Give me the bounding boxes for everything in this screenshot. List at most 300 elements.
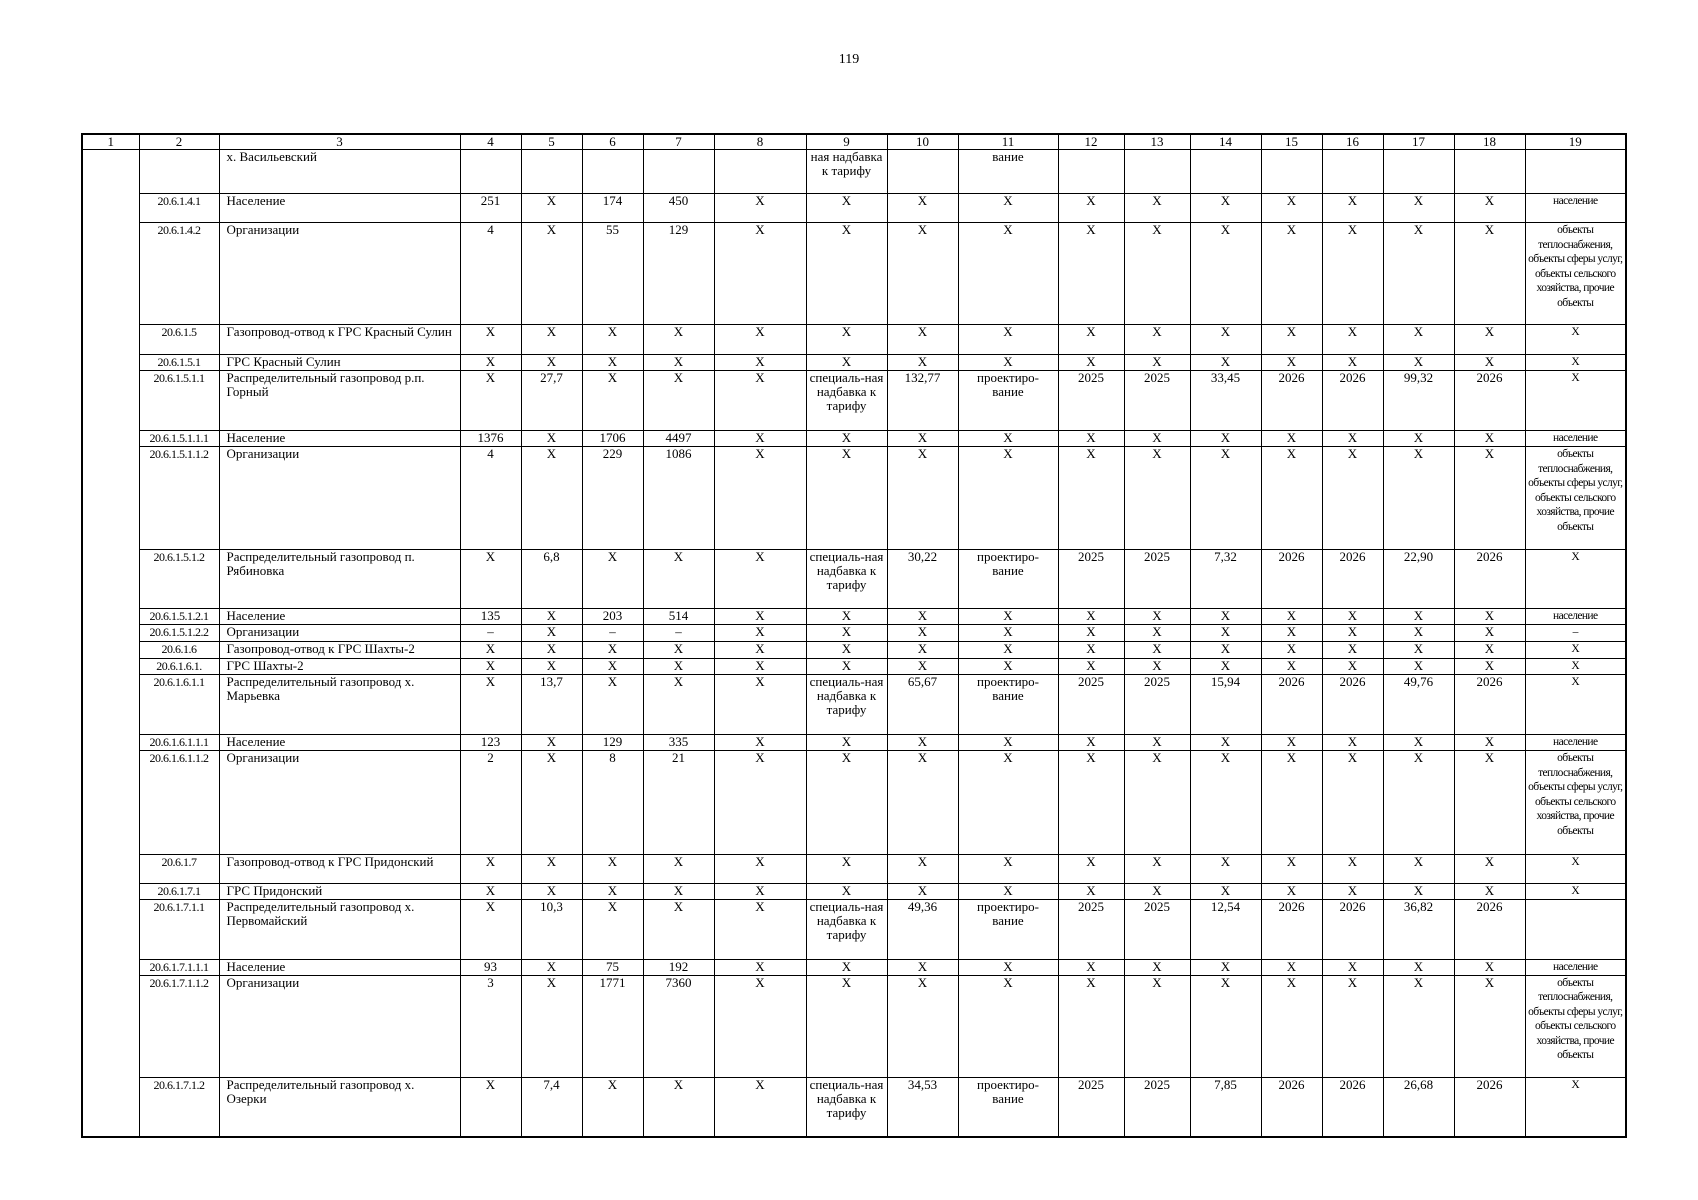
cell-col-8: Х <box>714 735 806 751</box>
cell-col-7: 450 <box>643 194 714 223</box>
cell-col-1 <box>82 150 139 1138</box>
header-cell-9: 9 <box>806 134 887 150</box>
cell-col-17: Х <box>1383 609 1454 625</box>
cell-col-5: Х <box>521 325 582 355</box>
cell-col-9: Х <box>806 659 887 675</box>
cell-col-12: 2025 <box>1058 1077 1124 1137</box>
cell-col-9: Х <box>806 642 887 659</box>
cell-col-13: Х <box>1124 959 1190 975</box>
cell-col-8: Х <box>714 371 806 431</box>
cell-col-10: 65,67 <box>887 675 958 735</box>
cell-col-15: Х <box>1261 659 1322 675</box>
cell-col-3: Организации <box>219 975 460 1077</box>
table-row <box>82 355 1626 371</box>
cell-col-9: Х <box>806 884 887 900</box>
cell-col-9: специаль-ная надбавка к тарифу <box>806 899 887 959</box>
cell-col-6: 1771 <box>582 975 643 1077</box>
cell-col-15: Х <box>1261 447 1322 550</box>
cell-col-2: 20.6.1.7.1.1 <box>139 899 219 959</box>
cell-col-13: Х <box>1124 735 1190 751</box>
cell-col-12: Х <box>1058 447 1124 550</box>
cell-col-5: 27,7 <box>521 371 582 431</box>
cell-col-18: Х <box>1454 735 1525 751</box>
cell-col-16: Х <box>1322 959 1383 975</box>
header-cell-2: 2 <box>139 134 219 150</box>
cell-col-16: Х <box>1322 355 1383 371</box>
cell-col-8: Х <box>714 659 806 675</box>
cell-col-11: проектиро-вание <box>958 1077 1058 1137</box>
cell-col-6: 129 <box>582 735 643 751</box>
cell-col-16: Х <box>1322 447 1383 550</box>
cell-col-11: проектиро-вание <box>958 675 1058 735</box>
cell-col-19: объекты теплоснабжения, объекты сферы услуг, объекты сельского хозяйства, прочие объекты <box>1525 975 1626 1077</box>
header-row <box>82 134 1626 150</box>
table-row <box>82 735 1626 751</box>
cell-col-11: Х <box>958 659 1058 675</box>
cell-col-5: Х <box>521 223 582 325</box>
cell-col-7: Х <box>643 371 714 431</box>
cell-col-15: Х <box>1261 975 1322 1077</box>
cell-col-3: х. Васильевский <box>219 150 460 194</box>
cell-col-18: 2026 <box>1454 550 1525 609</box>
header-cell-5: 5 <box>521 134 582 150</box>
cell-col-8: Х <box>714 355 806 371</box>
cell-col-11: Х <box>958 642 1058 659</box>
cell-col-19: население <box>1525 431 1626 447</box>
cell-col-2: 20.6.1.6.1.1.1 <box>139 735 219 751</box>
cell-col-19: Х <box>1525 659 1626 675</box>
cell-col-15: 2026 <box>1261 899 1322 959</box>
cell-col-9: Х <box>806 431 887 447</box>
cell-col-8: Х <box>714 855 806 884</box>
cell-col-12: Х <box>1058 642 1124 659</box>
cell-col-6 <box>582 150 643 194</box>
cell-col-5: Х <box>521 659 582 675</box>
cell-col-4: Х <box>460 675 521 735</box>
table-row <box>82 675 1626 735</box>
table-row <box>82 325 1626 355</box>
cell-col-7 <box>643 150 714 194</box>
cell-col-14: Х <box>1190 642 1261 659</box>
cell-col-18: 2026 <box>1454 371 1525 431</box>
cell-col-13: Х <box>1124 855 1190 884</box>
cell-col-12: Х <box>1058 751 1124 855</box>
cell-col-16: Х <box>1322 659 1383 675</box>
cell-col-4: 4 <box>460 447 521 550</box>
table-row <box>82 855 1626 884</box>
cell-col-6: Х <box>582 371 643 431</box>
cell-col-19: объекты теплоснабжения, объекты сферы услуг, объекты сельского хозяйства, прочие объекты <box>1525 751 1626 855</box>
cell-col-15: Х <box>1261 223 1322 325</box>
table-row <box>82 751 1626 855</box>
cell-col-9: Х <box>806 447 887 550</box>
cell-col-16: Х <box>1322 609 1383 625</box>
cell-col-13: Х <box>1124 223 1190 325</box>
cell-col-2: 20.6.1.5 <box>139 325 219 355</box>
cell-col-16: Х <box>1322 223 1383 325</box>
cell-col-15: Х <box>1261 884 1322 900</box>
cell-col-15: 2026 <box>1261 550 1322 609</box>
cell-col-9: Х <box>806 223 887 325</box>
cell-col-11: Х <box>958 625 1058 642</box>
cell-col-19: население <box>1525 735 1626 751</box>
cell-col-17: Х <box>1383 642 1454 659</box>
cell-col-14: Х <box>1190 975 1261 1077</box>
cell-col-6: 75 <box>582 959 643 975</box>
cell-col-11: Х <box>958 355 1058 371</box>
cell-col-19: Х <box>1525 550 1626 609</box>
cell-col-18: Х <box>1454 609 1525 625</box>
cell-col-9: Х <box>806 975 887 1077</box>
cell-col-19 <box>1525 150 1626 194</box>
cell-col-13: 2025 <box>1124 550 1190 609</box>
cell-col-14: 15,94 <box>1190 675 1261 735</box>
cell-col-15: Х <box>1261 751 1322 855</box>
cell-col-10: Х <box>887 751 958 855</box>
cell-col-13: Х <box>1124 447 1190 550</box>
cell-col-10: Х <box>887 325 958 355</box>
cell-col-14: 12,54 <box>1190 899 1261 959</box>
cell-col-4: Х <box>460 371 521 431</box>
cell-col-2: 20.6.1.6.1.1.2 <box>139 751 219 855</box>
infrastructure-table <box>81 133 1627 1138</box>
cell-col-8: Х <box>714 625 806 642</box>
cell-col-19: Х <box>1525 884 1626 900</box>
cell-col-10: 132,77 <box>887 371 958 431</box>
cell-col-14: Х <box>1190 355 1261 371</box>
cell-col-18: 2026 <box>1454 675 1525 735</box>
cell-col-6: Х <box>582 325 643 355</box>
cell-col-14: Х <box>1190 884 1261 900</box>
cell-col-4: 135 <box>460 609 521 625</box>
cell-col-12: 2025 <box>1058 371 1124 431</box>
cell-col-13: 2025 <box>1124 899 1190 959</box>
cell-col-16: Х <box>1322 751 1383 855</box>
cell-col-8: Х <box>714 675 806 735</box>
cell-col-4: Х <box>460 550 521 609</box>
header-cell-7: 7 <box>643 134 714 150</box>
cell-col-19: Х <box>1525 855 1626 884</box>
cell-col-9: Х <box>806 959 887 975</box>
cell-col-17: 22,90 <box>1383 550 1454 609</box>
cell-col-2: 20.6.1.5.1.1 <box>139 371 219 431</box>
cell-col-14: 33,45 <box>1190 371 1261 431</box>
cell-col-4: Х <box>460 659 521 675</box>
table-row <box>82 550 1626 609</box>
cell-col-2: 20.6.1.4.1 <box>139 194 219 223</box>
cell-col-5: Х <box>521 194 582 223</box>
table-row <box>82 975 1626 1077</box>
cell-col-6: Х <box>582 1077 643 1137</box>
cell-col-11: Х <box>958 735 1058 751</box>
cell-col-6: 1706 <box>582 431 643 447</box>
cell-col-4: Х <box>460 899 521 959</box>
cell-col-11: Х <box>958 223 1058 325</box>
cell-col-6: Х <box>582 675 643 735</box>
cell-col-6: Х <box>582 884 643 900</box>
cell-col-5: 10,3 <box>521 899 582 959</box>
cell-col-7: Х <box>643 855 714 884</box>
cell-col-3: Распределительный газопровод р.п. Горный <box>219 371 460 431</box>
cell-col-2: 20.6.1.5.1.1.2 <box>139 447 219 550</box>
cell-col-7: 1086 <box>643 447 714 550</box>
cell-col-12: Х <box>1058 975 1124 1077</box>
cell-col-3: Организации <box>219 223 460 325</box>
cell-col-14: Х <box>1190 959 1261 975</box>
cell-col-9: Х <box>806 325 887 355</box>
cell-col-2: 20.6.1.7 <box>139 855 219 884</box>
table-row <box>82 609 1626 625</box>
cell-col-7: Х <box>643 884 714 900</box>
cell-col-10: Х <box>887 959 958 975</box>
cell-col-3: Газопровод-отвод к ГРС Придонский <box>219 855 460 884</box>
cell-col-9: ная надбавка к тарифу <box>806 150 887 194</box>
header-cell-13: 13 <box>1124 134 1190 150</box>
cell-col-2: 20.6.1.6.1.1 <box>139 675 219 735</box>
cell-col-7: Х <box>643 642 714 659</box>
cell-col-9: специаль-ная надбавка к тарифу <box>806 371 887 431</box>
cell-col-7: Х <box>643 325 714 355</box>
cell-col-17: Х <box>1383 431 1454 447</box>
cell-col-14: Х <box>1190 325 1261 355</box>
cell-col-2: 20.6.1.5.1 <box>139 355 219 371</box>
cell-col-13: Х <box>1124 884 1190 900</box>
cell-col-13: Х <box>1124 355 1190 371</box>
cell-col-18: Х <box>1454 223 1525 325</box>
cell-col-11: проектиро-вание <box>958 371 1058 431</box>
cell-col-7: 4497 <box>643 431 714 447</box>
cell-col-13: Х <box>1124 751 1190 855</box>
header-cell-16: 16 <box>1322 134 1383 150</box>
cell-col-8: Х <box>714 899 806 959</box>
cell-col-7: 21 <box>643 751 714 855</box>
cell-col-11: Х <box>958 959 1058 975</box>
cell-col-19: население <box>1525 194 1626 223</box>
cell-col-3: Распределительный газопровод х. Озерки <box>219 1077 460 1137</box>
cell-col-5: Х <box>521 355 582 371</box>
cell-col-8: Х <box>714 609 806 625</box>
cell-col-14: Х <box>1190 447 1261 550</box>
cell-col-5: Х <box>521 975 582 1077</box>
cell-col-4: 3 <box>460 975 521 1077</box>
cell-col-3: Население <box>219 609 460 625</box>
cell-col-8: Х <box>714 975 806 1077</box>
header-cell-4: 4 <box>460 134 521 150</box>
cell-col-17: 49,76 <box>1383 675 1454 735</box>
cell-col-8 <box>714 150 806 194</box>
cell-col-9: Х <box>806 855 887 884</box>
cell-col-18: Х <box>1454 194 1525 223</box>
cell-col-2: 20.6.1.6 <box>139 642 219 659</box>
cell-col-15: Х <box>1261 625 1322 642</box>
cell-col-7: 7360 <box>643 975 714 1077</box>
cell-col-17: Х <box>1383 194 1454 223</box>
cell-col-11: Х <box>958 751 1058 855</box>
cell-col-11: Х <box>958 194 1058 223</box>
cell-col-14: Х <box>1190 609 1261 625</box>
cell-col-9: специаль-ная надбавка к тарифу <box>806 1077 887 1137</box>
cell-col-3: Распределительный газопровод х. Марьевка <box>219 675 460 735</box>
cell-col-10: Х <box>887 735 958 751</box>
cell-col-11: Х <box>958 609 1058 625</box>
cell-col-9: Х <box>806 609 887 625</box>
cell-col-6: Х <box>582 899 643 959</box>
cell-col-7: 514 <box>643 609 714 625</box>
header-cell-1: 1 <box>82 134 139 150</box>
cell-col-10: 34,53 <box>887 1077 958 1137</box>
cell-col-17: 36,82 <box>1383 899 1454 959</box>
cell-col-17: Х <box>1383 223 1454 325</box>
cell-col-17: Х <box>1383 959 1454 975</box>
cell-col-10: Х <box>887 447 958 550</box>
cell-col-2: 20.6.1.5.1.2.2 <box>139 625 219 642</box>
cell-col-3: Население <box>219 735 460 751</box>
header-cell-15: 15 <box>1261 134 1322 150</box>
cell-col-13: Х <box>1124 609 1190 625</box>
cell-col-16: Х <box>1322 975 1383 1077</box>
cell-col-5: 7,4 <box>521 1077 582 1137</box>
cell-col-9: Х <box>806 735 887 751</box>
cell-col-5: Х <box>521 609 582 625</box>
cell-col-11: проектиро-вание <box>958 550 1058 609</box>
cell-col-10 <box>887 150 958 194</box>
table-row <box>82 223 1626 325</box>
cell-col-14: Х <box>1190 751 1261 855</box>
cell-col-11: вание <box>958 150 1058 194</box>
cell-col-9: специаль-ная надбавка к тарифу <box>806 675 887 735</box>
cell-col-10: Х <box>887 884 958 900</box>
table-row <box>82 884 1626 900</box>
cell-col-5: Х <box>521 884 582 900</box>
cell-col-14: 7,32 <box>1190 550 1261 609</box>
cell-col-19: Х <box>1525 325 1626 355</box>
cell-col-15: Х <box>1261 431 1322 447</box>
cell-col-4 <box>460 150 521 194</box>
cell-col-10: Х <box>887 975 958 1077</box>
cell-col-4: 4 <box>460 223 521 325</box>
cell-col-6: 55 <box>582 223 643 325</box>
table-row <box>82 150 1626 194</box>
header-cell-11: 11 <box>958 134 1058 150</box>
cell-col-15: Х <box>1261 355 1322 371</box>
cell-col-7: 335 <box>643 735 714 751</box>
cell-col-3: Газопровод-отвод к ГРС Шахты-2 <box>219 642 460 659</box>
cell-col-8: Х <box>714 431 806 447</box>
cell-col-4: Х <box>460 855 521 884</box>
cell-col-8: Х <box>714 223 806 325</box>
cell-col-3: ГРС Шахты-2 <box>219 659 460 675</box>
cell-col-8: Х <box>714 751 806 855</box>
cell-col-17: 99,32 <box>1383 371 1454 431</box>
cell-col-5: Х <box>521 751 582 855</box>
cell-col-11: Х <box>958 447 1058 550</box>
cell-col-15: 2026 <box>1261 1077 1322 1137</box>
cell-col-18: 2026 <box>1454 899 1525 959</box>
cell-col-11: Х <box>958 855 1058 884</box>
cell-col-8: Х <box>714 447 806 550</box>
cell-col-5: Х <box>521 735 582 751</box>
cell-col-11: Х <box>958 884 1058 900</box>
cell-col-17 <box>1383 150 1454 194</box>
cell-col-18: Х <box>1454 642 1525 659</box>
cell-col-13: Х <box>1124 642 1190 659</box>
cell-col-12: Х <box>1058 431 1124 447</box>
cell-col-11: Х <box>958 431 1058 447</box>
cell-col-19: объекты теплоснабжения, объекты сферы услуг, объекты сельского хозяйства, прочие объекты <box>1525 447 1626 550</box>
cell-col-13: Х <box>1124 975 1190 1077</box>
header-cell-18: 18 <box>1454 134 1525 150</box>
cell-col-10: Х <box>887 194 958 223</box>
cell-col-18: Х <box>1454 325 1525 355</box>
cell-col-8: Х <box>714 194 806 223</box>
cell-col-12: Х <box>1058 959 1124 975</box>
cell-col-14: Х <box>1190 431 1261 447</box>
cell-col-7: Х <box>643 659 714 675</box>
cell-col-10: 49,36 <box>887 899 958 959</box>
cell-col-8: Х <box>714 959 806 975</box>
cell-col-12: 2025 <box>1058 675 1124 735</box>
cell-col-15: Х <box>1261 325 1322 355</box>
cell-col-3: Население <box>219 194 460 223</box>
cell-col-18: Х <box>1454 959 1525 975</box>
cell-col-19: – <box>1525 625 1626 642</box>
cell-col-14: Х <box>1190 659 1261 675</box>
cell-col-3: Распределительный газопровод х. Первомайский <box>219 899 460 959</box>
cell-col-16: Х <box>1322 325 1383 355</box>
cell-col-13: 2025 <box>1124 1077 1190 1137</box>
cell-col-2: 20.6.1.5.1.2.1 <box>139 609 219 625</box>
cell-col-6: 229 <box>582 447 643 550</box>
cell-col-16: 2026 <box>1322 1077 1383 1137</box>
cell-col-5: Х <box>521 625 582 642</box>
cell-col-11: Х <box>958 975 1058 1077</box>
cell-col-15: 2026 <box>1261 371 1322 431</box>
table-row <box>82 447 1626 550</box>
cell-col-15: Х <box>1261 194 1322 223</box>
cell-col-16 <box>1322 150 1383 194</box>
cell-col-19: Х <box>1525 371 1626 431</box>
header-cell-12: 12 <box>1058 134 1124 150</box>
cell-col-2 <box>139 150 219 194</box>
cell-col-2: 20.6.1.7.1 <box>139 884 219 900</box>
cell-col-6: Х <box>582 550 643 609</box>
cell-col-12: Х <box>1058 659 1124 675</box>
cell-col-12: Х <box>1058 855 1124 884</box>
cell-col-12: Х <box>1058 194 1124 223</box>
cell-col-3: Распределительный газопровод п. Рябиновка <box>219 550 460 609</box>
cell-col-18: Х <box>1454 625 1525 642</box>
cell-col-6: 174 <box>582 194 643 223</box>
table-row <box>82 1077 1626 1137</box>
cell-col-13: Х <box>1124 194 1190 223</box>
cell-col-10: Х <box>887 659 958 675</box>
cell-col-2: 20.6.1.7.1.2 <box>139 1077 219 1137</box>
cell-col-16: Х <box>1322 855 1383 884</box>
cell-col-12 <box>1058 150 1124 194</box>
cell-col-14: Х <box>1190 855 1261 884</box>
cell-col-3: Население <box>219 431 460 447</box>
cell-col-14: Х <box>1190 223 1261 325</box>
cell-col-10: Х <box>887 355 958 371</box>
cell-col-19: Х <box>1525 1077 1626 1137</box>
cell-col-12: Х <box>1058 355 1124 371</box>
cell-col-4: Х <box>460 325 521 355</box>
cell-col-19: население <box>1525 609 1626 625</box>
cell-col-16: 2026 <box>1322 550 1383 609</box>
cell-col-5 <box>521 150 582 194</box>
cell-col-2: 20.6.1.7.1.1.1 <box>139 959 219 975</box>
cell-col-18: Х <box>1454 659 1525 675</box>
